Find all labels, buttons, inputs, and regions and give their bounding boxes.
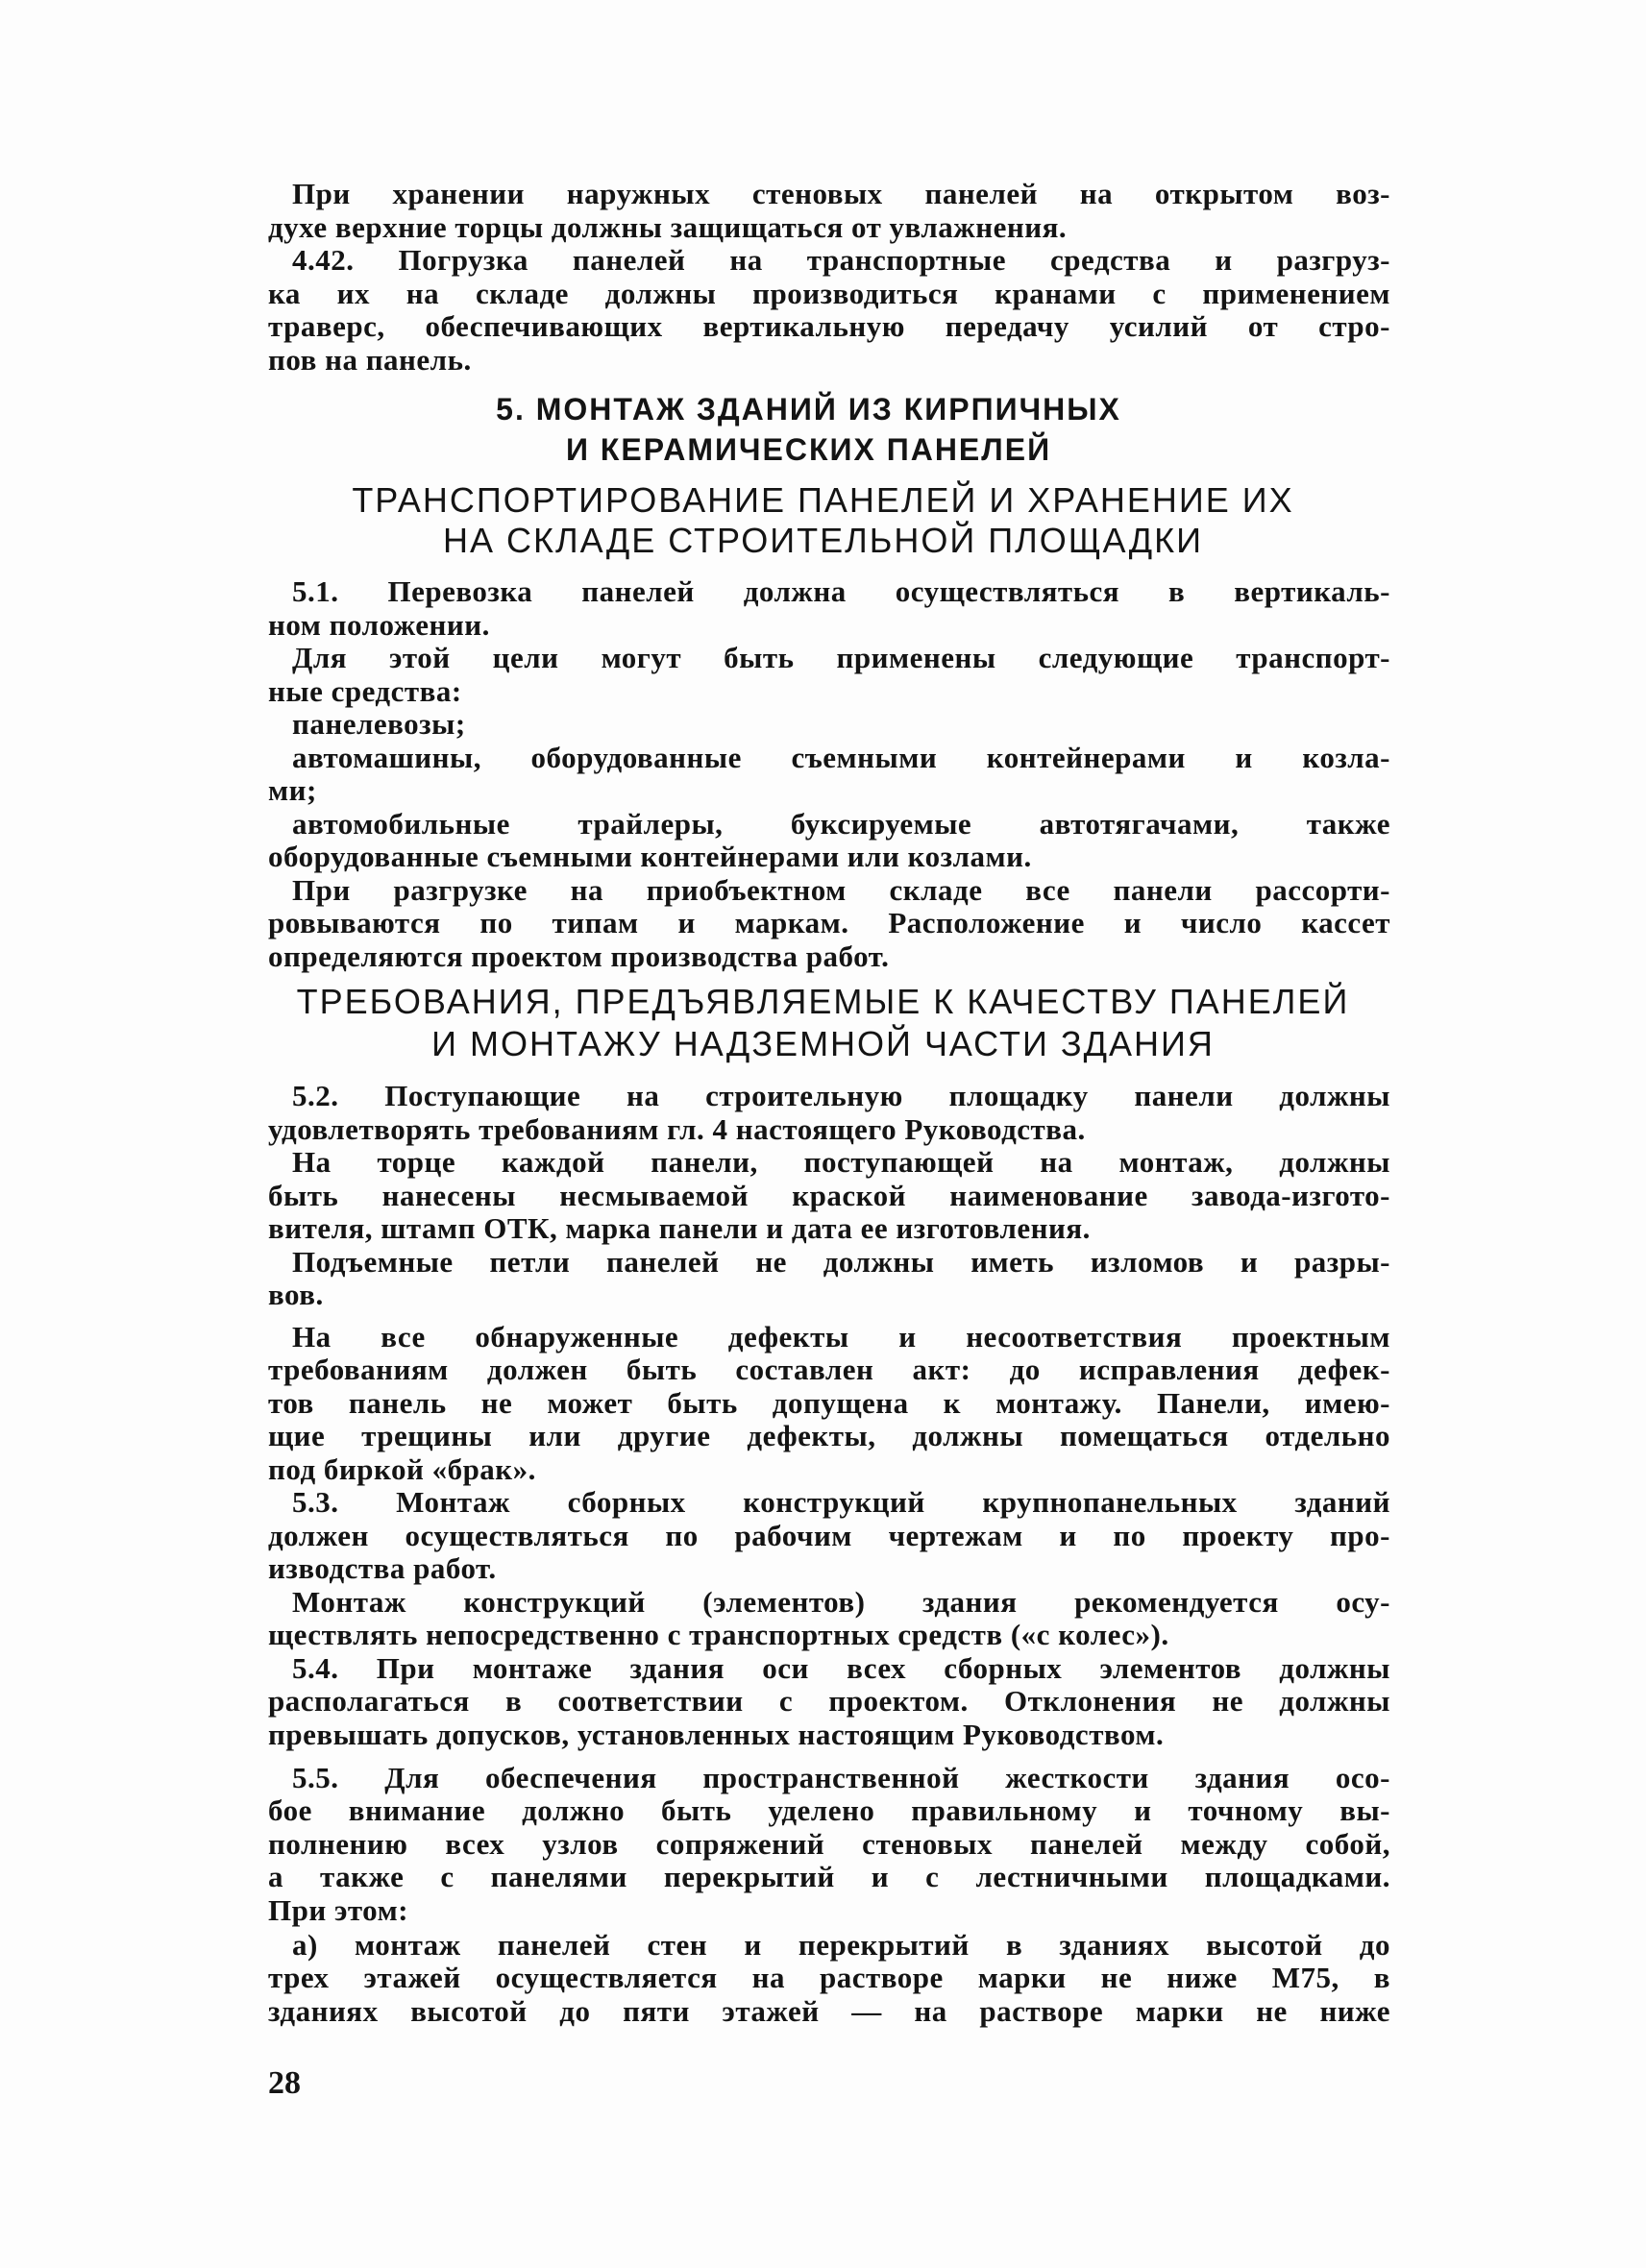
text-line: под биркой «брак».	[268, 1452, 536, 1486]
text-line: ществлять непосредственно с транспортных средств («с колес»).	[268, 1618, 1169, 1651]
text-line: щие трещины или другие дефекты, должны помещаться отдельно	[268, 1419, 1390, 1452]
text-line: ми;	[268, 773, 317, 807]
text-line: При разгрузке на приобъектном складе все панели рассорти-	[292, 873, 1390, 907]
text-line: Для этой цели могут быть применены следующие транспорт-	[292, 641, 1390, 674]
text-line: автомобильные трайлеры, буксируемые автотягачами, также	[292, 807, 1390, 841]
heading-text: И МОНТАЖУ НАДЗЕМНОЙ ЧАСТИ ЗДАНИЯ	[431, 1024, 1215, 1063]
heading-text: 5. МОНТАЖ ЗДАНИЙ ИЗ КИРПИЧНЫХ	[496, 392, 1121, 427]
text-line: а) монтаж панелей стен и перекрытий в зданиях высотой до	[292, 1928, 1390, 1962]
text-line: ные средства:	[268, 674, 462, 708]
text-line: 5.2. Поступающие на строительную площадку панели должны	[292, 1079, 1390, 1112]
page-number: 28	[268, 2065, 301, 2101]
text-line: трех этажей осуществляется на растворе марки не ниже М75, в	[268, 1961, 1390, 1994]
text-line: оборудованные съемными контейнерами или козлами.	[268, 840, 1032, 873]
text-line: 5.3. Монтаж сборных конструкций крупнопанельных зданий	[292, 1485, 1390, 1519]
subsection-heading	[0, 521, 1646, 561]
text-line: 5.4. При монтаже здания оси всех сборных элементов должны	[292, 1651, 1390, 1685]
text-line: зданиях высотой до пяти этажей — на растворе марки не ниже	[268, 1994, 1390, 2028]
text-line: удовлетворять требованиям гл. 4 настоящего Руководства.	[268, 1112, 1086, 1146]
text-line: требованиям должен быть составлен акт: до исправления дефек-	[268, 1353, 1390, 1386]
heading-text: ТРЕБОВАНИЯ, ПРЕДЪЯВЛЯЕМЫЕ К КАЧЕСТВУ ПАНЕЛЕЙ	[296, 982, 1350, 1021]
text-line: вов.	[268, 1278, 324, 1311]
subsection-heading	[0, 982, 1646, 1022]
text-line: пов на панель.	[268, 343, 472, 377]
text-line: 4.42. Погрузка панелей на транспортные средства и разгруз-	[292, 243, 1390, 277]
text-line: На все обнаруженные дефекты и несоответствия проектным	[292, 1320, 1390, 1353]
subsection-heading	[0, 480, 1646, 521]
text-line: ровываются по типам и маркам. Расположение и число кассет	[268, 906, 1390, 939]
text-line: ном положении.	[268, 608, 490, 642]
text-line: 5.1. Перевозка панелей должна осуществляться в вертикаль-	[292, 574, 1390, 608]
text-line: При хранении наружных стеновых панелей на открытом воз-	[292, 177, 1390, 210]
text-line: тов панель не может быть допущена к монтажу. Панели, имею-	[268, 1386, 1390, 1420]
text-line: определяются проектом производства работ.	[268, 939, 890, 973]
text-line: При этом:	[268, 1893, 409, 1927]
text-line: панелевозы;	[292, 707, 466, 741]
text-line: превышать допусков, установленных настоящим Руководством.	[268, 1718, 1165, 1751]
text-line: полнению всех узлов сопряжений стеновых панелей между собой,	[268, 1827, 1390, 1861]
heading-text: ТРАНСПОРТИРОВАНИЕ ПАНЕЛЕЙ И ХРАНЕНИЕ ИХ	[352, 480, 1294, 520]
text-line: изводства работ.	[268, 1551, 497, 1585]
text-line: быть нанесены несмываемой краской наименование завода-изгото-	[268, 1179, 1390, 1212]
text-line: вителя, штамп ОТК, марка панели и дата ее изготовления.	[268, 1211, 1091, 1245]
text-line: располагаться в соответствии с проектом. Отклонения не должны	[268, 1684, 1390, 1718]
text-line: духе верхние торцы должны защищаться от увлажнения.	[268, 210, 1068, 244]
text-line: Монтаж конструкций (элементов) здания рекомендуется осу-	[292, 1585, 1390, 1619]
section-heading	[0, 390, 1646, 428]
text-line: ка их на складе должны производиться кранами с применением	[268, 277, 1390, 310]
text-line: Подъемные петли панелей не должны иметь изломов и разры-	[292, 1245, 1390, 1279]
text-line: а также с панелями перекрытий и с лестничными площадками.	[268, 1860, 1390, 1893]
heading-text: И КЕРАМИЧЕСКИХ ПАНЕЛЕЙ	[565, 432, 1052, 467]
text-line: бое внимание должно быть уделено правильному и точному вы-	[268, 1793, 1390, 1827]
section-heading	[0, 430, 1646, 469]
text-line: автомашины, оборудованные съемными контейнерами и козла-	[292, 741, 1390, 774]
subsection-heading	[0, 1024, 1646, 1064]
text-line: 5.5. Для обеспечения пространственной жесткости здания осо-	[292, 1761, 1390, 1794]
text-line: На торце каждой панели, поступающей на монтаж, должны	[292, 1145, 1390, 1179]
heading-text: НА СКЛАДЕ СТРОИТЕЛЬНОЙ ПЛОЩАДКИ	[443, 521, 1203, 560]
text-line: траверс, обеспечивающих вертикальную передачу усилий от стро-	[268, 309, 1390, 343]
text-line: должен осуществляться по рабочим чертежам и по проекту про-	[268, 1519, 1390, 1552]
